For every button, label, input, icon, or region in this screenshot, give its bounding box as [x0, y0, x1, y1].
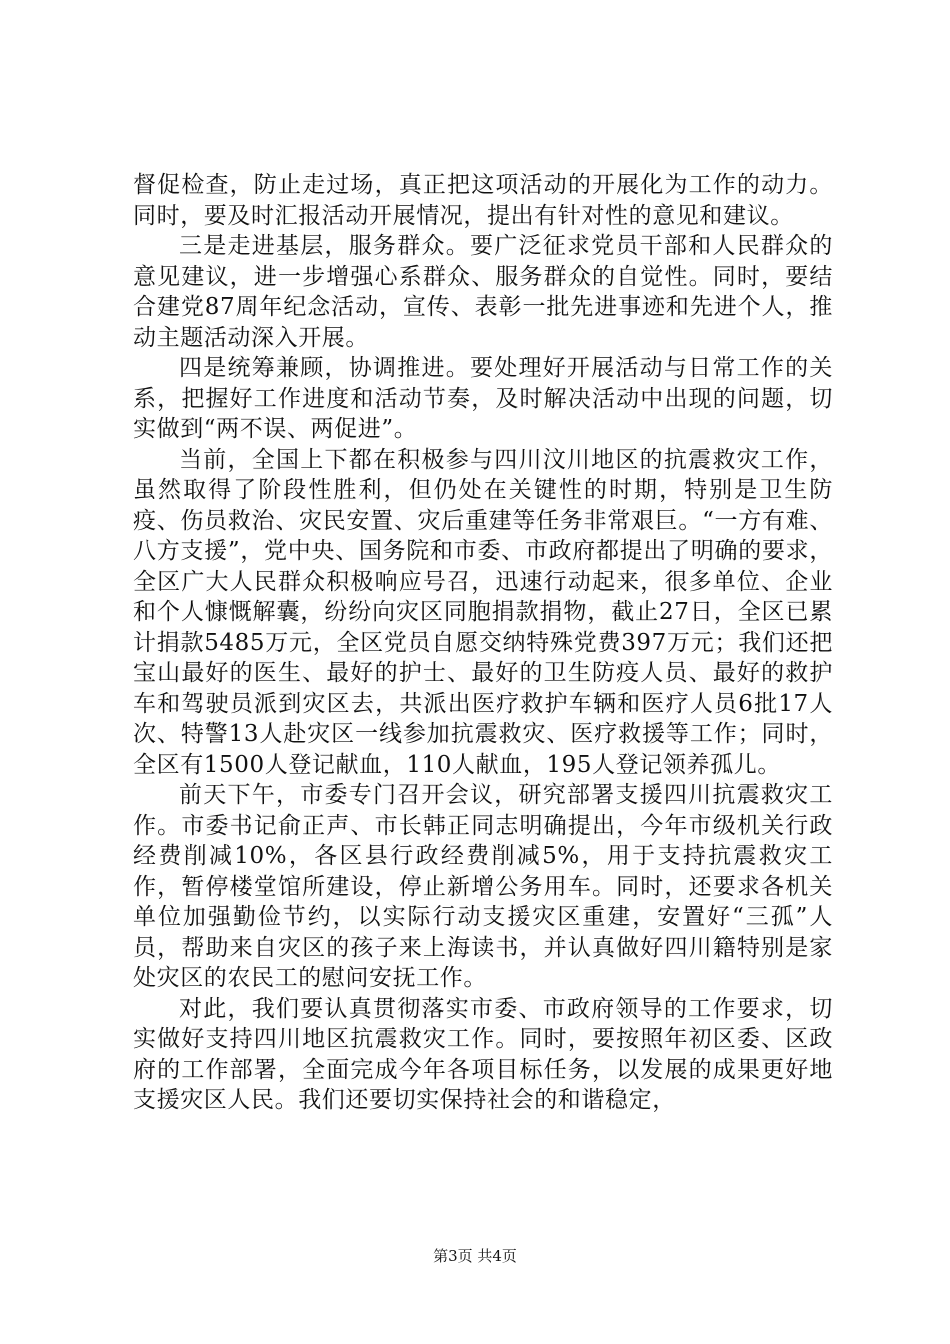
paragraph: 前天下午，市委专门召开会议，研究部署支援四川抗震救灾工作。市委书记俞正声、市长韩正同志明确提出，今年市级机关行政经费削减10%，各区县行政经费削减5%，用于支持抗震救灾工作，暂停楼堂馆所建设，停止新增公务用车。同时，还要求各机关单位加强勤俭节约，以实际行动支援灾区重建，安置好“三孤”人员，帮助来自灾区的孩子来上海读书，并认真做好四川籍特别是家处灾区的农民工的慰问安抚工作。 [133, 782, 833, 991]
paragraph-continued: 督促检查，防止走过场，真正把这项活动的开展化为工作的动力。同时，要及时汇报活动开展情况，提出有针对性的意见和建议。 [133, 172, 833, 229]
paragraph: 对此，我们要认真贯彻落实市委、市政府领导的工作要求，切实做好支持四川地区抗震救灾工作。同时，要按照年初区委、区政府的工作部署，全面完成今年各项目标任务，以发展的成果更好地支援灾区人民。我们还要切实保持社会的和谐稳定， [133, 995, 833, 1113]
paragraph: 四是统筹兼顾，协调推进。要处理好开展活动与日常工作的关系，把握好工作进度和活动节奏，及时解决活动中出现的问题，切实做到“两不误、两促进”。 [133, 355, 833, 442]
page-footer: 第3页 共4页 [433, 1247, 517, 1265]
paragraph: 当前，全国上下都在积极参与四川汶川地区的抗震救灾工作，虽然取得了阶段性胜利，但仍处在关键性的时期，特别是卫生防疫、伤员救治、灾民安置、灾后重建等任务非常艰巨。“一方有难、八方支援”，党中央、国务院和市委、市政府都提出了明确的要求，全区广大人民群众积极响应号召，迅速行动起来，很多单位、企业和个人慷慨解囊，纷纷向灾区同胞捐款捐物，截止27日，全区已累计捐款5485万元，全区党员自愿交纳特殊党费397万元；我们还把宝山最好的医生、最好的护士、最好的卫生防疫人员、最好的救护车和驾驶员派到灾区去，共派出医疗救护车辆和医疗人员6批17人次、特警13人赴灾区一线参加抗震救灾、医疗救援等工作；同时，全区有1500人登记献血，110人献血，195人登记领养孤儿。 [133, 446, 833, 778]
paragraph: 三是走进基层，服务群众。要广泛征求党员干部和人民群众的意见建议，进一步增强心系群众、服务群众的自觉性。同时，要结合建党87周年纪念活动，宣传、表彰一批先进事迹和先进个人，推动主题活动深入开展。 [133, 233, 833, 351]
document-body [133, 170, 833, 1116]
